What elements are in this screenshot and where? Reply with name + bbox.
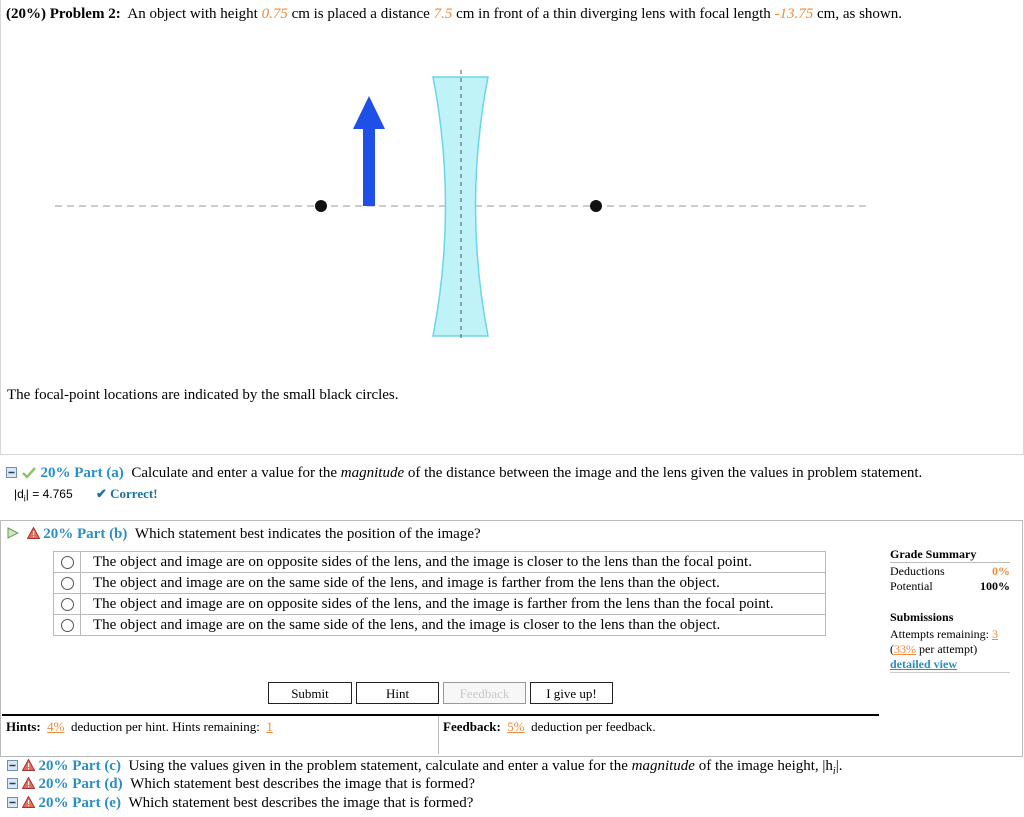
warning-icon [22,796,35,808]
part-a-answer: $|d_i| = 4.765$ ✔ Correct! [14,486,158,504]
collapse-icon[interactable] [7,760,18,771]
part-b-row: 20% Part (b) Which statement best indicates the position of the image? [7,526,481,543]
object-arrow-head [353,96,385,129]
option-text[interactable]: The object and image are on opposite sides of the lens, and the image is farther from the lens than the focal point. [81,594,826,615]
object-arrow-shaft [363,128,375,206]
correct-status: ✔ Correct! [95,486,158,501]
option-row[interactable] [54,573,826,594]
answer-options [53,551,826,636]
part-a-label[interactable]: 20% Part (a) [40,465,124,481]
option-radio[interactable] [61,619,74,632]
potential-value: 100% [980,579,1010,593]
detailed-view-link[interactable]: detailed view [890,657,957,671]
grade-summary-title: Grade Summary [890,547,1010,563]
focal-value: -13.75 [774,6,814,22]
part-a-row: 20% Part (a) Calculate and enter a value for the magnitude of the distance between the image and the lens given the values in problem statement. [6,465,922,482]
warning-icon [22,777,35,789]
submit-button[interactable]: Submit [268,682,352,704]
give-up-button[interactable]: I give up! [530,682,613,704]
option-row[interactable] [54,594,826,615]
option-row[interactable] [54,552,826,573]
correct-check-icon: ✔ [95,486,107,501]
checkmark-icon [21,466,37,479]
focal-point-right [590,200,602,212]
submissions-title: Submissions [890,610,954,624]
part-d-label[interactable]: 20% Part (d) [38,776,123,792]
divider [438,716,439,754]
feedback-button[interactable]: Feedback [443,682,526,704]
focal-note: The focal-point locations are indicated by the small black circles. [7,387,399,403]
collapse-icon[interactable] [6,467,17,478]
hints-remaining: 1 [266,719,273,734]
expand-icon[interactable] [7,527,19,539]
option-radio[interactable] [61,598,74,611]
attempts-remaining: 3 [991,627,998,641]
deductions-value: 0% [992,564,1010,578]
warning-icon [22,759,35,771]
distance-value: 7.5 [433,6,453,22]
part-e-label[interactable]: 20% Part (e) [38,795,121,811]
hints-info: Hints: 4% deduction per hint. Hints remaining: 1 [6,719,273,734]
hint-button[interactable]: Hint [356,682,439,704]
collapse-icon[interactable] [7,797,18,808]
option-row[interactable] [54,615,826,636]
option-radio[interactable] [61,577,74,590]
height-value: 0.75 [261,6,288,22]
problem-weight: (20%) [6,6,46,22]
feedback-info: Feedback: 5% deduction per feedback. [443,719,656,734]
option-text[interactable]: The object and image are on the same side of the lens, and the image is closer to the lens than the object. [81,615,826,636]
problem-title: Problem 2: [49,6,121,22]
grade-summary: Grade Summary Deductions 0% Potential 100% Submissions Attempts remaining: 3 (33% per attempt) detailed view [890,547,1010,671]
option-text[interactable]: The object and image are on opposite sides of the lens, and the image is closer to the lens than the focal point. [81,552,826,573]
warning-icon [27,527,40,539]
focal-point-left [315,200,327,212]
part-e-row: 20% Part (e) Which statement best describes the image that is formed? [7,795,473,812]
part-c-label[interactable]: 20% Part (c) [38,758,121,774]
option-text[interactable]: The object and image are on the same side of the lens, and image is farther from the lens than the object. [81,573,826,594]
part-c-row: 20% Part (c) Using the values given in the problem statement, calculate and enter a value for the magnitude of the image height, $|h_i|$. [7,758,842,777]
collapse-icon[interactable] [7,778,18,789]
part-d-row: 20% Part (d) Which statement best describes the image that is formed? [7,776,475,793]
problem-statement: (20%) Problem 2: An object with height 0.75 cm is placed a distance 7.5 cm in front of a thin diverging lens with focal length -13.75 cm, as shown. [6,6,902,22]
lens-diagram [0,0,1024,380]
option-radio[interactable] [61,556,74,569]
part-b-label[interactable]: 20% Part (b) [43,526,128,542]
